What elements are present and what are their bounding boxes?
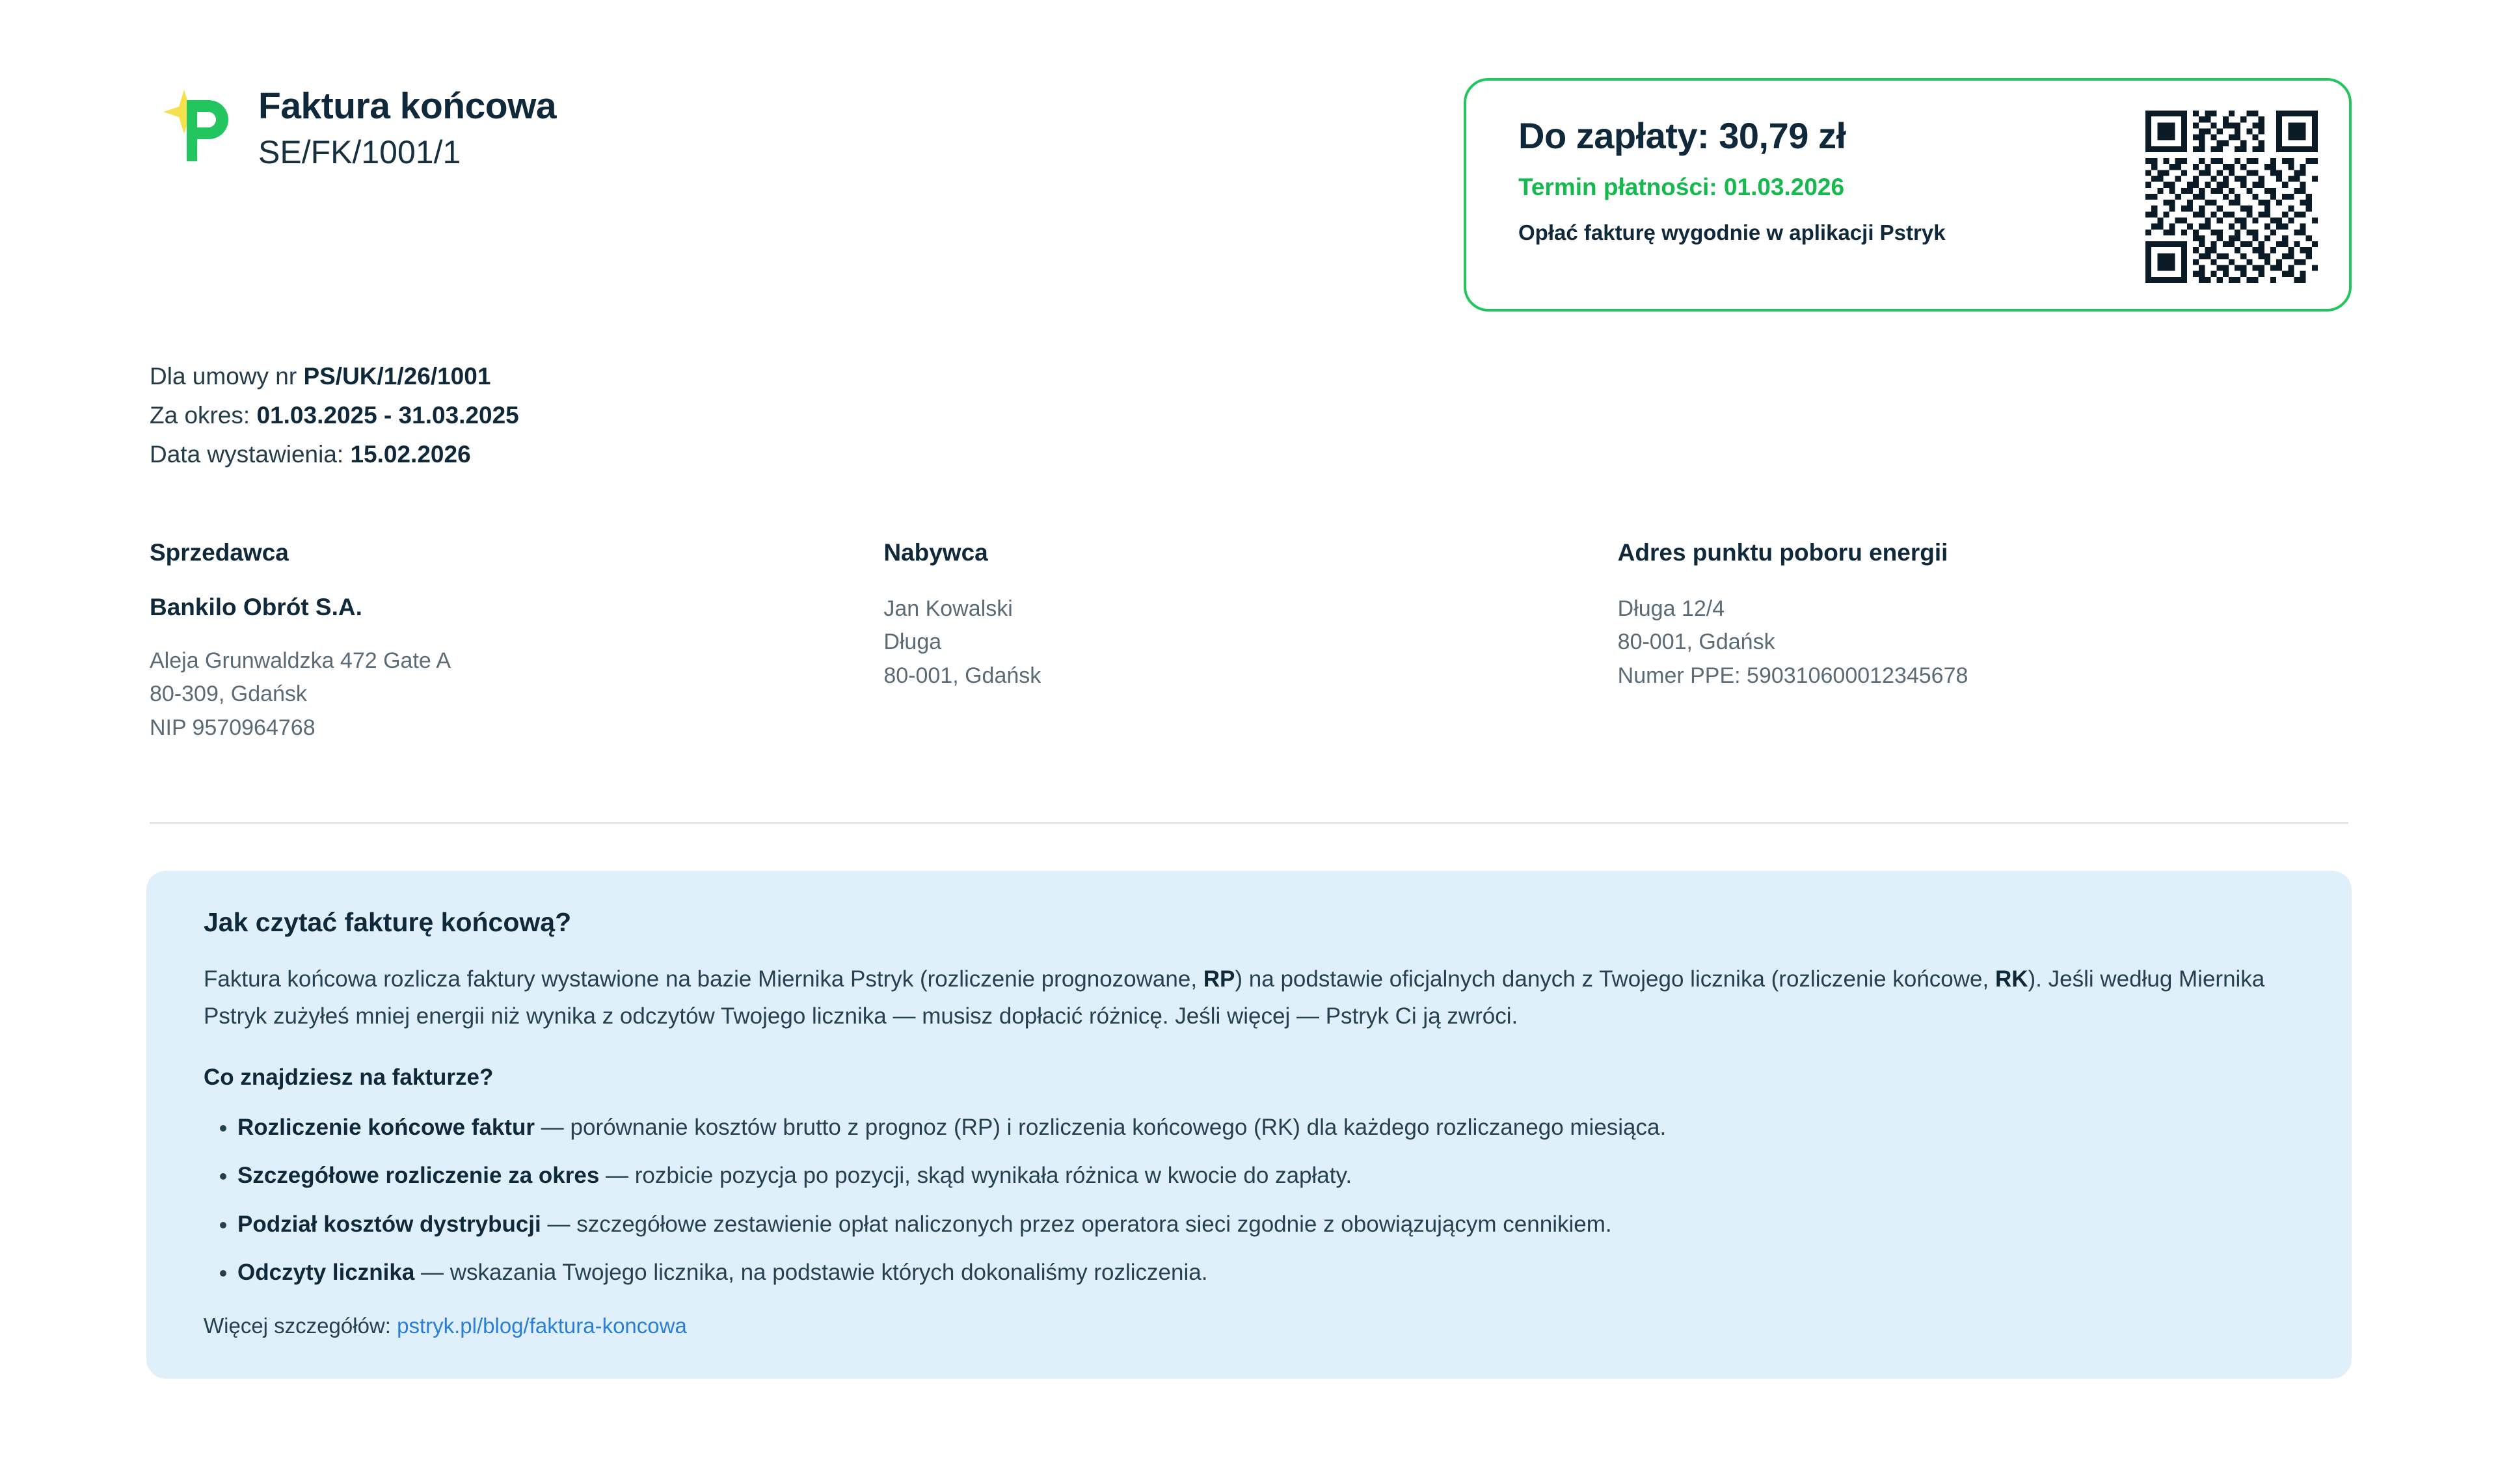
info-more-link[interactable]: pstryk.pl/blog/faktura-koncowa — [397, 1314, 687, 1338]
meta-issue-date — [150, 435, 2352, 474]
list-item-term: Szczegółowe rozliczenie za okres — [237, 1163, 600, 1189]
buyer-address-line-1: Długa — [883, 629, 942, 655]
qr-code-icon[interactable] — [2145, 111, 2318, 283]
seller-address-line-2: 80-309, Gdańsk — [150, 682, 307, 707]
delivery-point-line-1: Długa 12/4 — [1617, 596, 1725, 621]
meta-period — [150, 396, 2352, 435]
info-panel-paragraph — [204, 961, 2294, 1035]
seller-address-line-1: Aleja Grunwaldzka 472 Gate A — [150, 648, 451, 673]
list-item-desc: — szczegółowe zestawienie opłat naliczonych przez operatora sieci zgodnie z obowiązującym cennikiem. — [541, 1211, 1612, 1237]
buyer-block — [883, 539, 1617, 745]
meta-issue-date-value: 15.02.2026 — [350, 440, 471, 468]
info-panel-title: Jak czytać fakturę końcową? — [204, 907, 572, 937]
seller-nip: NIP 9570964768 — [150, 715, 316, 741]
delivery-point-block — [1618, 539, 2352, 745]
list-item — [237, 1207, 2294, 1242]
buyer-address — [883, 592, 1617, 693]
list-item-term: Odczyty licznika — [237, 1259, 415, 1285]
pstryk-logo-icon — [146, 78, 244, 176]
meta-issue-date-label: Data wystawienia: — [150, 440, 351, 468]
list-item-desc: — wskazania Twojego licznika, na podstawie których dokonaliśmy rozliczenia. — [414, 1259, 1208, 1285]
info-paragraph-part-3: ). Jeśli według Miernika Pstryk zużyłeś mniej energii niż wynika z odczytów Twojego licznika — musisz dopłacić różnicę. Jeśli więcej — Pstryk Ci ją zwróci. — [204, 966, 2265, 1029]
list-item — [237, 1158, 2294, 1193]
list-item — [237, 1255, 2294, 1290]
delivery-point-line-2: 80-001, Gdańsk — [1617, 629, 1775, 655]
list-item — [237, 1110, 2294, 1145]
meta-contract-label: Dla umowy nr — [150, 363, 304, 390]
list-item-desc: — porównanie kosztów brutto z prognoz (RP) i rozliczenia końcowego (RK) dla każdego rozliczanego miesiąca. — [535, 1115, 1667, 1141]
list-item-term: Rozliczenie końcowe faktur — [237, 1115, 535, 1141]
delivery-point-heading: Adres punktu poboru energii — [1617, 538, 1948, 566]
payment-text-group — [1518, 108, 1946, 245]
meta-period-label: Za okres: — [150, 401, 257, 429]
payment-deadline: Termin płatności: 01.03.2026 — [1518, 174, 1845, 200]
amount-due: Do zapłaty: 30,79 zł — [1518, 115, 1846, 156]
meta-period-value: 01.03.2025 - 31.03.2025 — [256, 401, 519, 429]
meta-contract-value: PS/UK/1/26/1001 — [303, 363, 491, 390]
info-panel-more — [204, 1314, 2294, 1338]
seller-block — [150, 539, 883, 745]
buyer-address-line-2: 80-001, Gdańsk — [883, 663, 1041, 689]
invoice-meta — [150, 357, 2352, 474]
info-more-label: Więcej szczegółów: — [204, 1314, 397, 1338]
invoice-header — [146, 0, 2352, 311]
delivery-point-address — [1618, 592, 2352, 693]
delivery-point-ppe: Numer PPE: 590310600012345678 — [1617, 663, 1968, 689]
info-paragraph-bold-rp: RP — [1203, 966, 1235, 992]
buyer-heading: Nabywca — [883, 538, 988, 566]
seller-name: Bankilo Obrót S.A. — [150, 593, 362, 620]
payment-app-hint: Opłać fakturę wygodnie w aplikacji Pstryk — [1518, 220, 1946, 245]
info-panel-subtitle: Co znajdziesz na fakturze? — [204, 1065, 494, 1091]
seller-heading: Sprzedawca — [150, 538, 289, 566]
info-paragraph-part-1: Faktura końcowa rozlicza faktury wystawione na bazie Miernika Pstryk (rozliczenie prognozowane, — [204, 966, 1203, 992]
parties-section — [150, 539, 2352, 745]
info-paragraph-part-2: ) na podstawie oficjalnych danych z Twojego licznika (rozliczenie końcowe, — [1235, 966, 1995, 992]
seller-address — [150, 644, 883, 745]
buyer-name: Jan Kowalski — [883, 596, 1013, 621]
how-to-read-panel — [146, 871, 2352, 1379]
meta-contract — [150, 357, 2352, 396]
payment-summary-box — [1464, 78, 2352, 311]
info-panel-list — [204, 1110, 2294, 1290]
page-title: Faktura końcowa — [258, 85, 557, 127]
invoice-title-group — [146, 72, 556, 176]
document-number: SE/FK/1001/1 — [258, 133, 461, 170]
section-divider — [150, 822, 2348, 824]
list-item-desc: — rozbicie pozycja po pozycji, skąd wynikała różnica w kwocie do zapłaty. — [599, 1163, 1352, 1189]
list-item-term: Podział kosztów dystrybucji — [237, 1211, 541, 1237]
info-paragraph-bold-rk: RK — [1994, 966, 2028, 992]
title-block — [258, 72, 556, 170]
